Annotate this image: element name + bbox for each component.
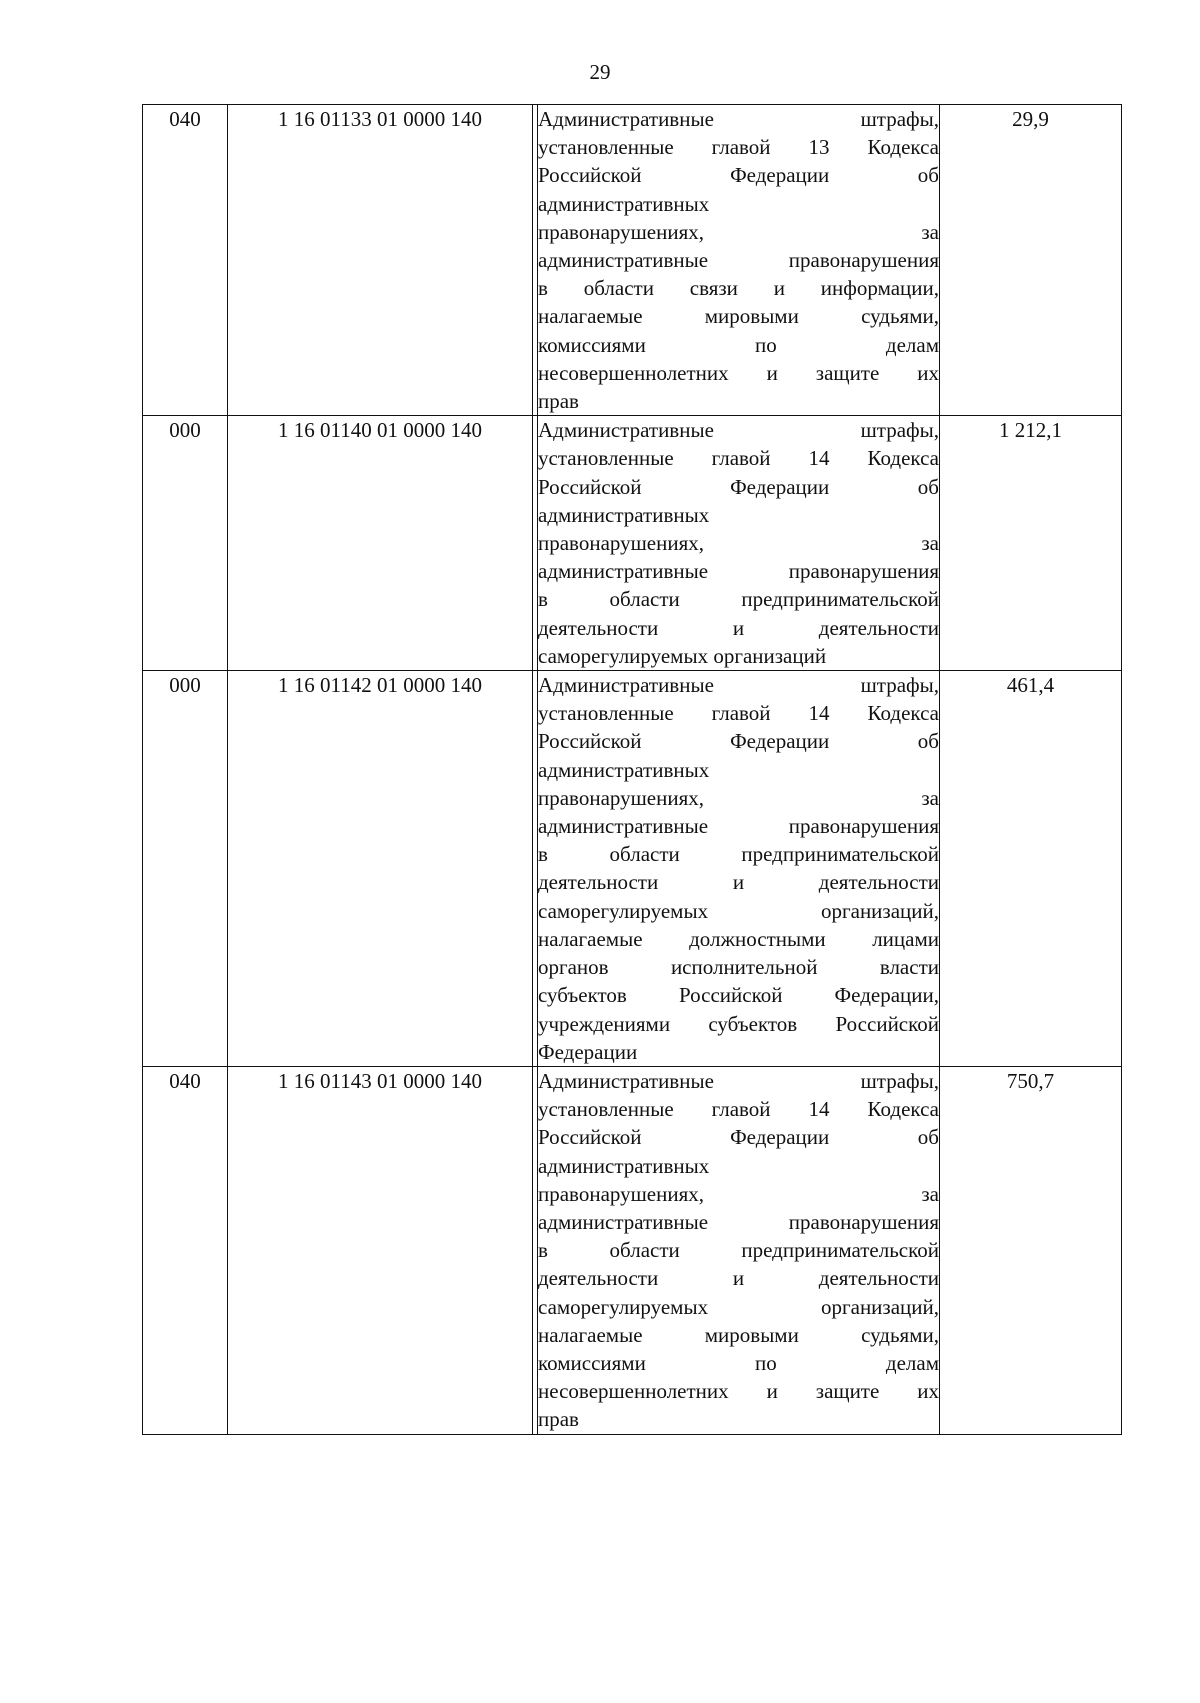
description-line: правонарушениях, за <box>538 219 939 244</box>
description-line: учреждениями субъектов Российской <box>538 1011 939 1036</box>
kbk-code-cell: 1 16 01142 01 0000 140 <box>228 671 533 1067</box>
description-line: Российской Федерации об <box>538 729 939 754</box>
description-line: установленные главой 14 Кодекса <box>538 1097 939 1122</box>
table-row <box>143 1066 1122 1434</box>
description-line: административных <box>538 502 710 527</box>
description-line: правонарушениях, за <box>538 785 939 810</box>
description-line: налагаемые мировыми судьями, <box>538 1322 939 1347</box>
description-line: установленные главой 14 Кодекса <box>538 446 939 471</box>
description-line: Российской Федерации об <box>538 474 939 499</box>
admin-code-cell: 000 <box>143 416 228 671</box>
description-line: деятельности и деятельности <box>538 615 939 640</box>
description-line: деятельности и деятельности <box>538 1266 939 1291</box>
description-line: в области предпринимательской <box>538 1238 939 1263</box>
admin-code-cell: 040 <box>143 105 228 416</box>
description-line: несовершеннолетних и защите их <box>538 360 939 385</box>
description-line: административные правонарушения <box>538 814 939 839</box>
description-line: административные правонарушения <box>538 1209 939 1234</box>
description-line: административные правонарушения <box>538 248 939 273</box>
description-line: саморегулируемых организаций, <box>538 1294 939 1319</box>
description-line: Российской Федерации об <box>538 1125 939 1150</box>
description-line: Административные штрафы, <box>538 673 939 698</box>
description-cell <box>538 1066 940 1434</box>
table-row <box>143 671 1122 1067</box>
description-line: правонарушениях, за <box>538 531 939 556</box>
description-line: Административные штрафы, <box>538 418 939 443</box>
amount-cell: 750,7 <box>940 1066 1122 1434</box>
description-line: деятельности и деятельности <box>538 870 939 895</box>
admin-code-cell: 000 <box>143 671 228 1067</box>
description-line: Административные штрафы, <box>538 1068 939 1093</box>
page-number: 29 <box>589 60 611 84</box>
amount-cell: 461,4 <box>940 671 1122 1067</box>
description-line: Федерации <box>538 1039 638 1064</box>
amount-cell: 1 212,1 <box>940 416 1122 671</box>
description-line: прав <box>538 389 579 414</box>
description-line: саморегулируемых организаций <box>538 643 827 668</box>
description-cell <box>538 416 940 671</box>
description-line: налагаемые должностными лицами <box>538 926 939 951</box>
table-row <box>143 416 1122 671</box>
description-line: правонарушениях, за <box>538 1181 939 1206</box>
description-line: установленные главой 13 Кодекса <box>538 135 939 160</box>
admin-code-cell: 040 <box>143 1066 228 1434</box>
description-line: комиссиями по делам <box>538 332 939 357</box>
table-row <box>143 105 1122 416</box>
description-line: субъектов Российской Федерации, <box>538 983 939 1008</box>
amount-cell: 29,9 <box>940 105 1122 416</box>
description-line: саморегулируемых организаций, <box>538 898 939 923</box>
description-line: несовершеннолетних и защите их <box>538 1379 939 1404</box>
description-line: административных <box>538 757 710 782</box>
kbk-code-cell: 1 16 01143 01 0000 140 <box>228 1066 533 1434</box>
description-line: в области предпринимательской <box>538 587 939 612</box>
description-line: установленные главой 14 Кодекса <box>538 701 939 726</box>
description-line: Российской Федерации об <box>538 163 939 188</box>
description-line: прав <box>538 1407 579 1432</box>
description-line: Административные штрафы, <box>538 107 939 131</box>
description-cell <box>538 105 940 416</box>
description-line: административных <box>538 191 710 216</box>
description-line: налагаемые мировыми судьями, <box>538 304 939 329</box>
kbk-code-cell: 1 16 01140 01 0000 140 <box>228 416 533 671</box>
description-line: органов исполнительной власти <box>538 955 939 980</box>
description-line: в области предпринимательской <box>538 842 939 867</box>
description-line: в области связи и информации, <box>538 276 939 301</box>
budget-revenue-table <box>142 104 1122 1435</box>
kbk-code-cell: 1 16 01133 01 0000 140 <box>228 105 533 416</box>
table-body <box>143 105 1122 1435</box>
description-line: комиссиями по делам <box>538 1350 939 1375</box>
description-line: административных <box>538 1153 710 1178</box>
description-line: административные правонарушения <box>538 559 939 584</box>
description-cell <box>538 671 940 1067</box>
